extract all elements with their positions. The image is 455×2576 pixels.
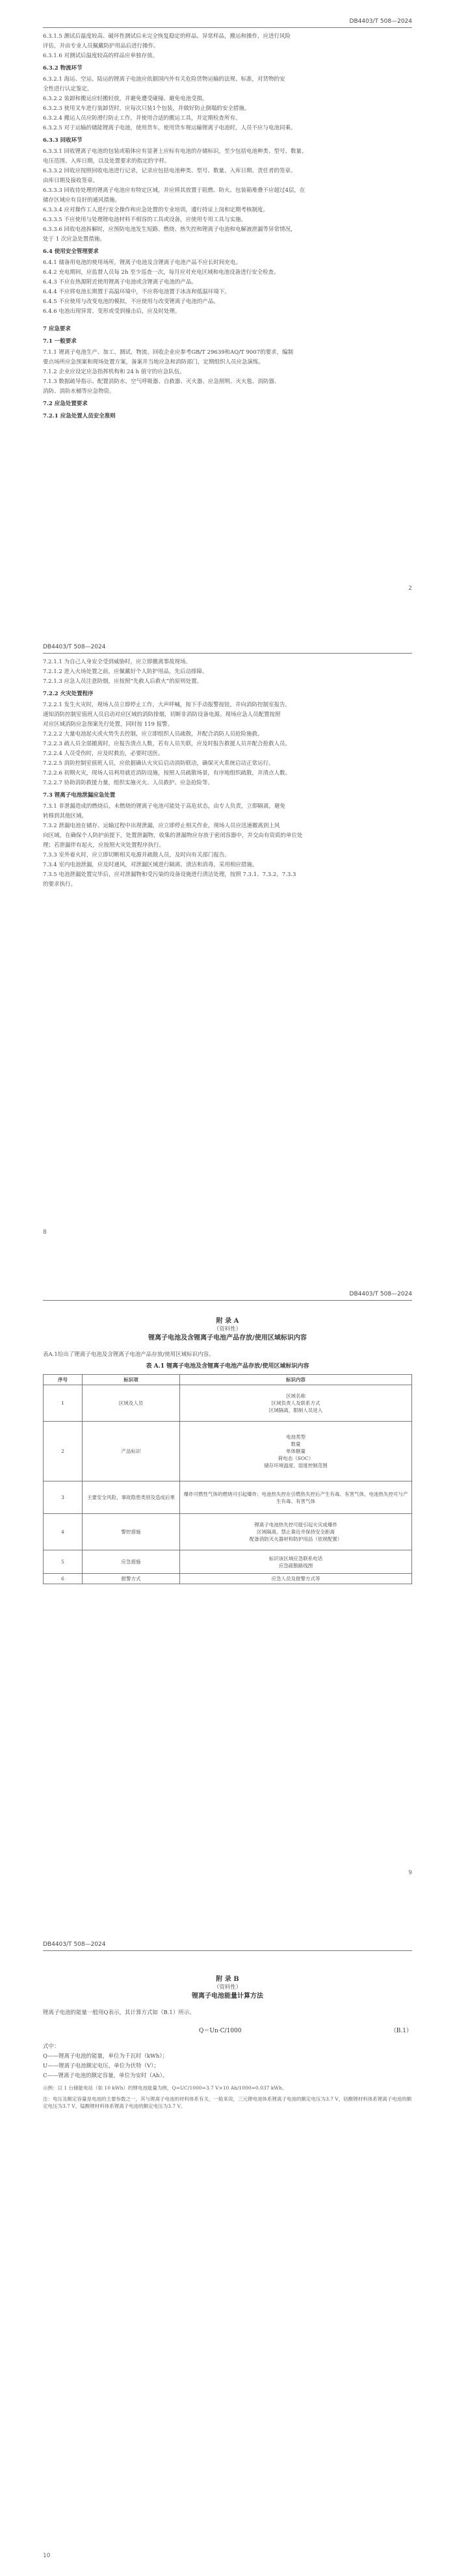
example-note: 示例：以 1 台储能电站（如 10 kWh）的锂电池能量为例，Q=UC/1000=3.7 V×10 Ah/1000=0.037 kWh。 bbox=[43, 2085, 287, 2091]
section-heading: 7.2 应急处置要求 bbox=[43, 401, 88, 407]
page-number: 9 bbox=[408, 1870, 412, 1876]
annex-title: 锂离子电池能量计算方法 bbox=[192, 1993, 263, 2000]
page-2 bbox=[0, 644, 455, 1255]
text-line: 储存区域应有良好的通风措施。 bbox=[43, 197, 121, 204]
row-content bbox=[180, 1574, 412, 1584]
row-item: 产品标识 bbox=[83, 1422, 180, 1481]
annex-a-intro: 表A.1给出了锂离子电池及含锂离子电池产品存放/使用区域标识内容。 bbox=[43, 1351, 214, 1358]
text-line: 6.3.3.1 回收锂离子电池的包装或箱体应有显著上应标有电池的存储标识，至少包括电池种类、型号、数量、 bbox=[43, 148, 307, 155]
content-line: 区域隔离，限制人员进入 bbox=[268, 1407, 323, 1413]
footnote: 注：电压及额定容量是电池的主要参数之一，其与锂离子电池的材料体系有关，一般来说，三元锂电池体系锂离子电池的额定电压为3.7 V，钴酸锂材料体系锂离子电池的额定电压为3.7 V，锰酸锂材料体系锂离子电池的额定电压为3.7 V。 bbox=[43, 2096, 412, 2109]
annex-label: 附 录 A bbox=[216, 1318, 239, 1325]
row-content bbox=[180, 1422, 412, 1481]
variable-list bbox=[43, 2043, 412, 2111]
row-no: 5 bbox=[44, 1550, 83, 1574]
section-heading: 7 应急要求 bbox=[43, 326, 71, 332]
text-line: 6.4.1 储备用电池的使用场所，锂离子电池及含锂离子电池产品不应长时间充电。 bbox=[43, 259, 241, 266]
text-line: 消防、消防水桶等应急物资。 bbox=[43, 388, 115, 395]
section-heading: 7.2.2 火灾处置程序 bbox=[43, 691, 94, 697]
text-line: 7.2.2.2 大量电池起火或火势失去控制，应立即组织人员疏散，并配合消防人员抢险施救。 bbox=[43, 731, 263, 737]
text-line: 6.3.2.3 使用叉车进行装卸货时，应每次只装1个包装，并做好防止倒塌的安全措施。 bbox=[43, 105, 250, 112]
page-2-body bbox=[43, 658, 412, 890]
text-line: 要点场所应急预案和现场处置方案，备案并当地应急和消防部门，定期组织人员应急演练。 bbox=[43, 359, 265, 365]
text-line: 6.3.2.1 海运、空运、陆运的锂离子电池应依据国内外有关危险货物运输的法规、标准，对货物的安 bbox=[43, 76, 285, 83]
row-item: 区域及人员 bbox=[83, 1385, 180, 1422]
section-heading: 7.3 锂离子电池泄漏应急处置 bbox=[43, 792, 116, 799]
text-line: 向区域，在确保个人防护前提下，处置泄漏物，收集的泄漏物应存放于密闭容器中，并交由有资质的单位处 bbox=[43, 832, 303, 839]
text-line: 6.3.2.5 对于运输的储能锂离子电池，使用货车，使用货车规运输锂离子电池时，人员不应与电池同乘。 bbox=[43, 125, 296, 131]
section-heading: 6.3.2 物流环节 bbox=[43, 65, 83, 72]
annex-a-heading bbox=[43, 1317, 412, 1342]
where-label: 式中： bbox=[43, 2043, 60, 2050]
text-line: 6.3.2.2 装卸和搬运应轻搬轻放，并避免遭受碰撞、避免电池受损。 bbox=[43, 96, 208, 102]
col-header: 标识内容 bbox=[180, 1375, 412, 1385]
text-line: 7.1.1 锂离子电池生产、加工、测试、物流、回收企业应参考GB/T 29639和AQ/T 9007的要求，编制 bbox=[43, 349, 294, 356]
row-item: 报警方式 bbox=[83, 1574, 180, 1584]
table-row bbox=[44, 1385, 412, 1422]
row-item: 警控措施 bbox=[83, 1514, 180, 1550]
text-line: 7.2.1.1 为自己人身安全受到威胁时，应立即撤离事故现场。 bbox=[43, 659, 191, 665]
variable-line: Q——锂离子电池的能量，单位为千瓦时（kWh）； bbox=[43, 2053, 168, 2060]
section-heading: 7.2.1 应急处置人员安全准则 bbox=[43, 413, 116, 419]
variable-line: C——锂离子电池的额定容量，单位为安时（Ah）。 bbox=[43, 2073, 168, 2079]
table-caption: 表 A.1 锂离子电池及含锂离子电池产品存放/使用区域标识内容 bbox=[146, 1363, 309, 1370]
section-heading: 7.1 一般要求 bbox=[43, 338, 77, 345]
text-line: 评估，并由专业人员佩戴防护用品后进行操作。 bbox=[43, 43, 159, 49]
table-wrap bbox=[43, 1374, 412, 1584]
header-rule bbox=[43, 653, 412, 654]
text-line: 6.3.3.4 应对操作工人进行安全操作和应急处置的专业培训，遵行持证上岗和定期考核制度。 bbox=[43, 207, 268, 213]
content-line: 锂离子电池热失控可能引起火灾或爆炸 bbox=[254, 1522, 337, 1528]
row-no: 4 bbox=[44, 1514, 83, 1550]
text-line: 处于 1 次应急处置措施。 bbox=[43, 236, 105, 243]
annex-type: （资料性） bbox=[213, 1984, 242, 1991]
text-line: 7.3.3 室外着火时，应立即切断相关电源并疏散人员，及时向有关部门报告。 bbox=[43, 852, 230, 858]
text-line: 7.2.2.3 疏人员全部撤离时，应报告清点人数，若有人员失联，应及时报告救援人员并配合抢救人员。 bbox=[43, 741, 291, 747]
annex-b-intro: 锂离子电池的能量一般用Q表示，其计算方式如（B.1）所示。 bbox=[43, 2010, 195, 2016]
page-4 bbox=[0, 1941, 455, 2576]
table-header-row bbox=[44, 1375, 412, 1385]
page-number: 8 bbox=[43, 1229, 47, 1236]
row-content bbox=[180, 1385, 412, 1422]
text-line: 7.1.3 数据疏导指示、配置消防水、空气呼吸器、自救器、灭火器、应急照明、灭火毯、消防器、 bbox=[43, 378, 280, 385]
text-line: 7.2.2.7 协助消防救援力量，组织实施灭火、人员救护、应急抢险等。 bbox=[43, 780, 213, 786]
content-line: 电池类型 bbox=[286, 1434, 306, 1440]
col-header: 序号 bbox=[44, 1375, 83, 1385]
page-number: 2 bbox=[408, 585, 412, 592]
page-header: DB4403/T 508—2024 bbox=[349, 18, 412, 25]
table-row bbox=[44, 1514, 412, 1550]
table-row bbox=[44, 1550, 412, 1574]
table-row bbox=[44, 1481, 412, 1514]
text-line: 6.4.5 不应使用与改变电池的模拟，不应使用与改变锂离子电池的产品。 bbox=[43, 299, 219, 305]
annex-label: 附 录 B bbox=[216, 1976, 239, 1983]
content-line: 应急疏散路线图 bbox=[278, 1562, 313, 1569]
page-1-body bbox=[43, 33, 412, 423]
annex-a-table bbox=[43, 1374, 412, 1584]
text-line: 电压范围、入库日期，以及处置要求的指定的字样。 bbox=[43, 158, 170, 165]
content-line: 区域隔离，禁止靠近并保持安全距离 bbox=[257, 1529, 335, 1535]
text-line: 6.3.3.5 不应使用与处理锂电池材料不相容的工具或设备，应使用专用工具与实施。 bbox=[43, 217, 246, 223]
text-line: 6.3.3.6 回收电池拆解时，应预防电池发生短路、燃烧、热失控和锂离子电池和电解液泄漏等异常情况， bbox=[43, 226, 296, 233]
text-line: 6.3.1.5 测试后温度较高、破坏性测试后未完全恢复稳定的样品、异常样品，搬运和操作，应进行风险 bbox=[43, 33, 291, 40]
formula-number: （B.1） bbox=[390, 2028, 412, 2034]
row-item: 应急措施 bbox=[83, 1550, 180, 1574]
text-line: 对应区域消防应急预案先行处置，同时按 119 报警。 bbox=[43, 721, 174, 728]
row-content bbox=[180, 1514, 412, 1550]
annex-type: （资料性） bbox=[213, 1326, 242, 1333]
row-item: 主要安全风险，事故隐患类别及造成后果 bbox=[83, 1481, 180, 1514]
content-line: 区域负责人及联系方式 bbox=[271, 1400, 320, 1406]
text-line: 7.2.2.1 发生火灾时，现场人员立即停止工作，大声呼喊，按下手动报警按钮，并向消防控制室报告， bbox=[43, 702, 291, 708]
content-line: 数量 bbox=[291, 1441, 301, 1447]
text-line: 理；若泄漏伴有起火，应按照火灾处置程序执行。 bbox=[43, 842, 165, 849]
col-header: 标识项 bbox=[83, 1375, 180, 1385]
text-line: 6.3.3.2 回收应按照回收电池进行记录，记录应包括电池种类、型号、数量、入库日期、责任者的签章。 bbox=[43, 168, 296, 174]
page-header: DB4403/T 508—2024 bbox=[43, 1941, 106, 1948]
page-1 bbox=[0, 0, 455, 611]
text-line: 6.4.2 充电期间，应监督人员每 2h 至少巡查一次，每月应对充电区域和电池设备进行安全检查。 bbox=[43, 269, 280, 276]
text-line: 7.2.1.2 进入火场处置之前，应佩戴好个人防护用品，先后动排障。 bbox=[43, 669, 208, 675]
page-number: 10 bbox=[43, 2553, 51, 2559]
text-line: 6.3.3.3 回收待处理的锂离子电池应有特定区域，并应将其放置于阻燃、防火、包装箱堆叠不应超过4层，在 bbox=[43, 187, 306, 194]
text-line: 6.4.6 电池出现异常、变形或受到撞击后，应及时处理。 bbox=[43, 308, 181, 315]
text-line: 全性进行认定鉴定。 bbox=[43, 86, 93, 92]
page-header: DB4403/T 508—2024 bbox=[43, 644, 106, 650]
text-line: 转移到其他区域。 bbox=[43, 813, 88, 819]
variable-line: U——锂离子电池额定电压，单位为伏特（V）； bbox=[43, 2063, 160, 2069]
text-line: 7.2.2.4 人员受伤时，应及时救治，必要时送医。 bbox=[43, 750, 164, 757]
content-line: 区域名称 bbox=[286, 1393, 306, 1399]
text-line: 7.2.2.6 初期火灾，现场人员利用就近消防设施，按照人员疏散场景，有序地组织疏散，并清点人数。 bbox=[43, 770, 291, 777]
row-content bbox=[180, 1550, 412, 1574]
text-line: 7.3.4 室内电池泄漏，应及时通风，对泄漏区域进行隔离、清洁和消毒，采用相应措施。 bbox=[43, 862, 258, 868]
page-header: DB4403/T 508—2024 bbox=[349, 1291, 412, 1297]
text-line: 6.4.3 不应在热源附近使用锂离子电池或含锂离子电池的产品。 bbox=[43, 279, 197, 285]
row-no: 3 bbox=[44, 1481, 83, 1514]
content-line: 标识该区域应急联系电话 bbox=[268, 1555, 323, 1561]
section-heading: 6.3.3 回收环节 bbox=[43, 137, 83, 144]
formula: Q＝Un·C/1000 bbox=[199, 2028, 242, 2034]
row-content bbox=[180, 1481, 412, 1514]
table-row bbox=[44, 1574, 412, 1584]
text-line: 通知消防控制室值班人员启动对应区域的消防排烟，切断非消防设备电源。现场应急人员配置按照 bbox=[43, 711, 281, 718]
text-line: 的要求执行。 bbox=[43, 881, 77, 888]
text-line: 7.3.2 泄漏电池在储存、运输过程中出现泄漏，应立即停止相关作业，现场人员应迅速撤离到上风 bbox=[43, 823, 280, 829]
content-line: 单体额量 bbox=[286, 1448, 306, 1454]
text-line: 6.4.4 不应将电池长期置于高温环境中，不应将电池置于冰冻和低温环境下。 bbox=[43, 289, 230, 295]
text-line: 7.3.5 电池泄漏处置完毕后，应对泄漏物和受污染的设备设施进行清洁处理，按照 7.3.1、7.3.2、7.3.3 bbox=[43, 871, 296, 878]
text-line: 由库日期及接收签章。 bbox=[43, 178, 99, 184]
annex-title: 锂离子电池及含锂离子电池产品存放/使用区域标识内容 bbox=[148, 1334, 307, 1342]
header-rule bbox=[43, 1950, 412, 1951]
table-row bbox=[44, 1422, 412, 1481]
text-line: 7.2.2.5 消防控制室值班人员，应依据确认火灾后启动消防联动，确保灭火系统启动正常运行。 bbox=[43, 760, 274, 767]
content-line: 配备消防灭火器材和防护用品（依规配置） bbox=[249, 1536, 343, 1542]
annex-b-heading bbox=[43, 1975, 412, 2000]
row-no: 6 bbox=[44, 1574, 83, 1584]
text-line: 7.1.2 企业应设定应急指挥机构和 24 h 值守的应急队伍。 bbox=[43, 369, 185, 375]
content-line: 荷电态（SOC） bbox=[278, 1455, 314, 1461]
section-heading: 6.4 使用安全管理要求 bbox=[43, 248, 99, 255]
text-line: 6.3.2.4 搬运人员应防滑行防止工作，并使用合适的搬运工具，并定期检查所有。 bbox=[43, 115, 241, 122]
page-3 bbox=[0, 1291, 455, 1902]
row-no: 2 bbox=[44, 1422, 83, 1481]
header-rule bbox=[43, 1300, 412, 1301]
content-line: 应急人员及报警方式等 bbox=[271, 1576, 320, 1582]
text-line: 7.3.1 非泄漏造成的燃烧后，未燃烧的锂离子电池可能处于高危状态，由专人负责，立即隔离，避免 bbox=[43, 803, 285, 810]
row-no: 1 bbox=[44, 1385, 83, 1422]
content-line: 储存环境温度、湿度控制范围 bbox=[264, 1463, 328, 1468]
header-rule bbox=[43, 27, 412, 28]
text-line: 7.2.1.3 应急人员注意防烟，应按照“先救人后救火”的原则处置。 bbox=[43, 678, 203, 685]
content-line: 爆炸可燃性气体的燃烧可引起爆炸；电池热失控在引燃热失控后产生有毒、有害气体，电池热失控可与产生有毒、有害气体 bbox=[183, 1491, 408, 1504]
text-line: 6.3.1.6 对测试后温度较高的样品应单独存放。 bbox=[43, 53, 158, 59]
